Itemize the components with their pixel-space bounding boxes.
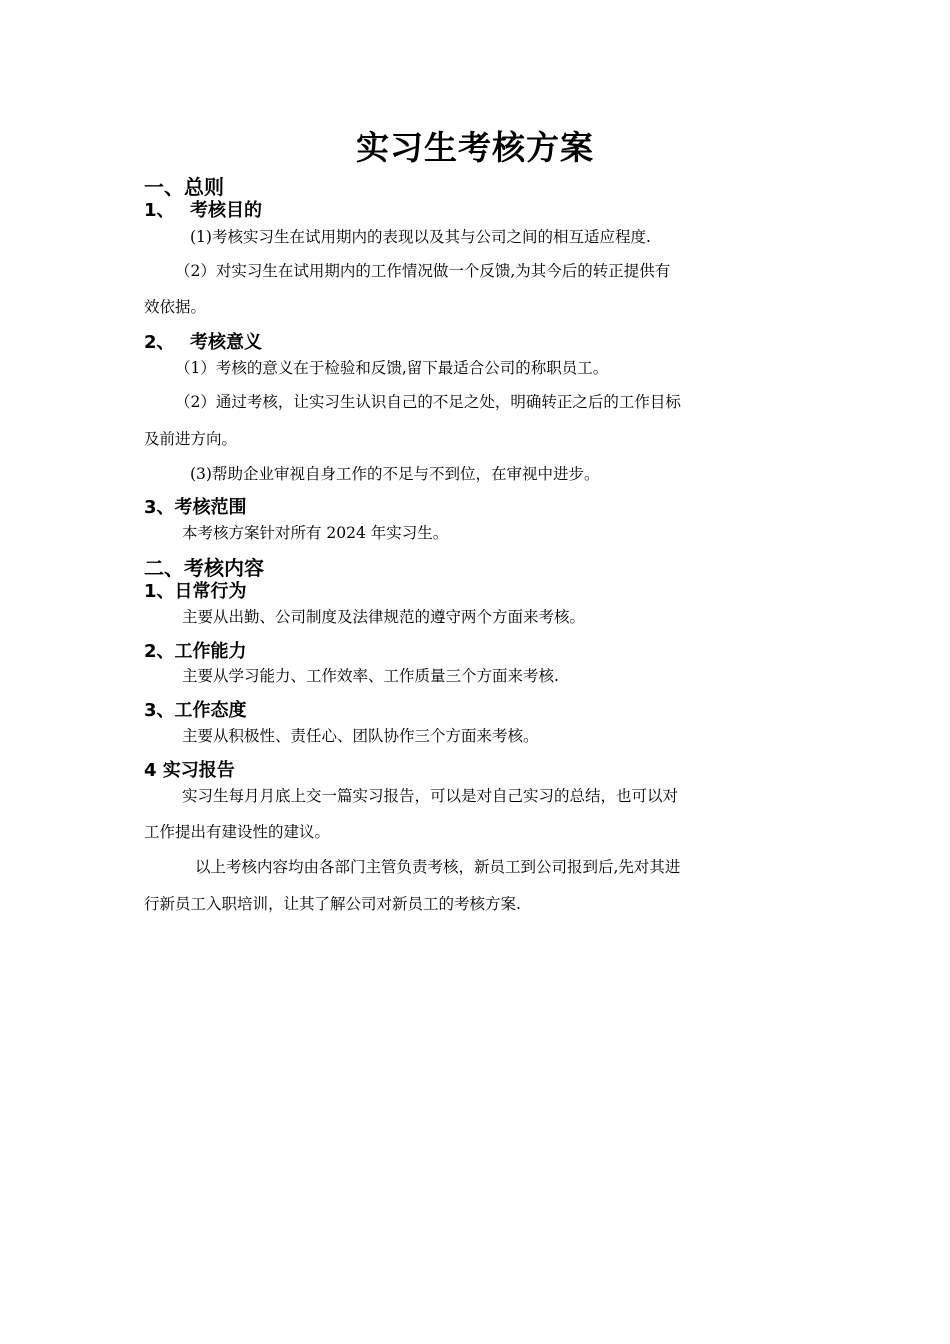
paragraph: 主要从积极性、责任心、团队协作三个方面来考核。 [182,727,539,745]
subheading-internship-report: 4 实习报告 [144,760,235,781]
paragraph: 主要从学习能力、工作效率、工作质量三个方面来考核. [182,667,559,685]
subheading-number: 2、 [144,332,175,353]
paragraph: (1)考核实习生在试用期内的表现以及其与公司之间的相互适应程度. [190,228,651,246]
paragraph-continuation: 效依据。 [144,298,207,316]
subheading-work-attitude: 3、工作态度 [144,700,247,721]
subheading-scope: 3、考核范围 [144,497,247,518]
closing-paragraph: 以上考核内容均由各部门主管负责考核，新员工到公司报到后,先对其进 [195,858,681,876]
subheading-text: 考核意义 [190,332,262,353]
paragraph: 主要从出勤、公司制度及法律规范的遵守两个方面来考核。 [182,608,586,626]
paragraph: （2）通过考核，让实习生认识自己的不足之处，明确转正之后的工作目标 [175,393,681,411]
subheading-number: 1、 [144,200,175,221]
paragraph: （2）对实习生在试用期内的工作情况做一个反馈,为其今后的转正提供有 [175,262,671,280]
section-heading-general: 一、总则 [144,175,224,199]
paragraph: 实习生每月月底上交一篇实习报告，可以是对自己实习的总结，也可以对 [182,787,679,805]
subheading-work-ability: 2、工作能力 [144,641,247,662]
document-title: 实习生考核方案 [356,128,594,167]
section-heading-content: 二、考核内容 [144,556,264,580]
paragraph: （1）考核的意义在于检验和反馈,留下最适合公司的称职员工。 [175,359,609,377]
subheading-significance [144,331,262,355]
subheading-daily-behavior: 1、日常行为 [144,581,247,602]
subheading-purpose [144,199,262,223]
paragraph: 本考核方案针对所有 2024 年实习生。 [182,524,449,542]
paragraph-continuation: 工作提出有建设性的建议。 [144,823,331,841]
paragraph: (3)帮助企业审视自身工作的不足与不到位，在审视中进步。 [190,465,600,483]
closing-paragraph-continuation: 行新员工入职培训，让其了解公司对新员工的考核方案. [144,895,521,913]
subheading-text: 考核目的 [190,200,262,221]
paragraph-continuation: 及前进方向。 [144,430,238,448]
